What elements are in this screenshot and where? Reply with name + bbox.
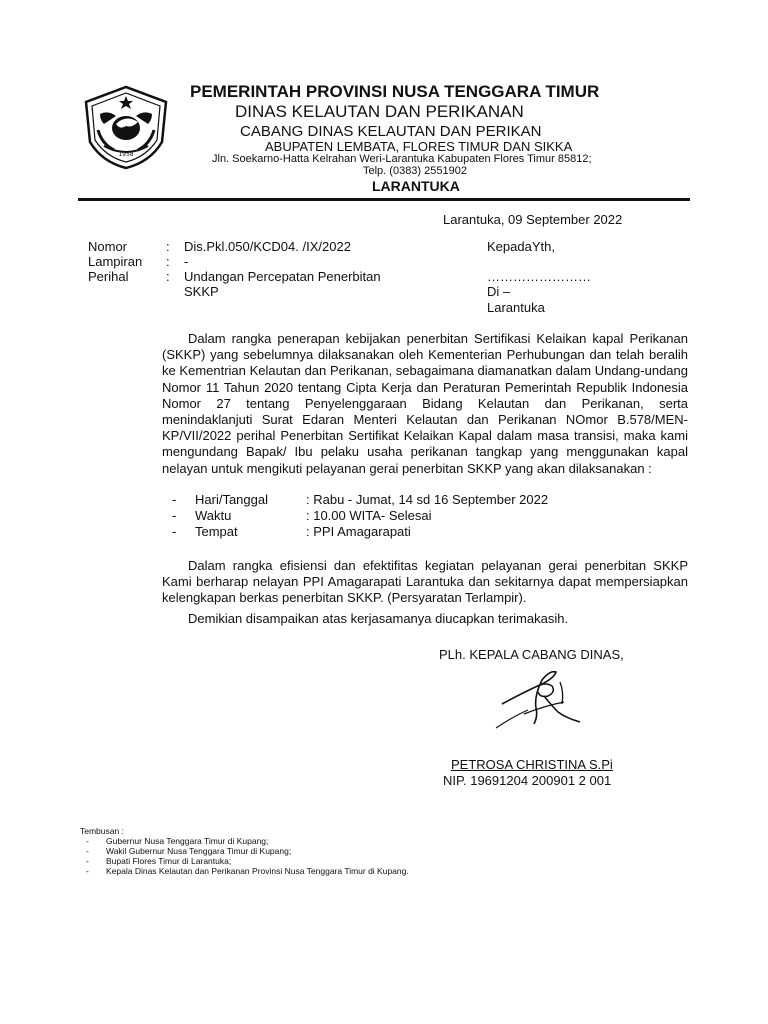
- tembusan-bullet: -: [86, 836, 89, 846]
- handwritten-signature: [494, 662, 604, 732]
- addressee-place: Larantuka: [487, 300, 545, 315]
- schedule-value: : PPI Amagarapati: [306, 524, 411, 539]
- letterhead-city: LARANTUKA: [372, 178, 460, 194]
- perihal-label: Perihal: [88, 269, 129, 284]
- schedule-label: Tempat: [195, 524, 238, 539]
- signatory-nip: NIP. 19691204 200901 2 001: [443, 773, 612, 788]
- addressee-name: ……………………: [487, 269, 591, 284]
- perihal-value-line2: SKKP: [184, 284, 219, 299]
- letterhead-government: PEMERINTAH PROVINSI NUSA TENGGARA TIMUR: [190, 82, 600, 101]
- letter-date: Larantuka, 09 September 2022: [443, 212, 623, 227]
- schedule-item: [172, 508, 672, 524]
- tembusan-bullet: -: [86, 846, 89, 856]
- tembusan-item: [86, 846, 526, 856]
- letterhead-phone: Telp. (0383) 2551902: [363, 165, 467, 177]
- schedule-value: : 10.00 WITA- Selesai: [306, 508, 432, 523]
- tembusan-item: [86, 856, 526, 866]
- paragraph-2-main: Dalam rangka efisiensi dan efektifitas kegiatan pelayanan gerai penerbitan SKKP Kami berharap nelayan PPI Amagarapati Larantuka dan sekitarnya dapat mempersiapkan kelengkapan berkas penerbitan SKKP. (: [162, 558, 688, 606]
- tembusan-item: [86, 866, 526, 876]
- schedule-item: [172, 524, 672, 540]
- provincial-seal-logo: [80, 84, 172, 170]
- nomor-label: Nomor: [88, 239, 128, 254]
- tembusan-list: [86, 836, 526, 876]
- tembusan-item: [86, 836, 526, 846]
- tembusan-text: Kepala Dinas Kelautan dan Perikanan Provinsi Nusa Tenggara Timur di Kupang.: [106, 866, 409, 876]
- signatory-name: PETROSA CHRISTINA S.Pi: [451, 757, 613, 772]
- schedule-value: : Rabu - Jumat, 14 sd 16 September 2022: [306, 492, 549, 507]
- schedule-bullet: -: [172, 524, 177, 539]
- tembusan-bullet: -: [86, 866, 89, 876]
- body-paragraph-1: Dalam rangka penerapan kebijakan penerbitan Sertifikasi Kelaikan kapal Perikanan (SKKP) yang sebelumnya dilaksanakan oleh Kementerian Perhubungan dan telah beralih ke Kementrian Kelautan dan Perikanan, sebagaimana diamanatkan dalam Undang-undang Nomor 11 Tahun 2020 tentang Cipta Kerja dan Peraturan Pemerintah Republik Indonesia Nomor 27 tentang Penyelenggaraan Bidang Kelautan dan Perikanan, serta menindaklanjuti Surat Edaran Menteri Kelautan dan Perikanan NOmor B.578/MEN-KP/VII/2022 perihal Penerbitan Sertifikat Kelaikan Kapal dalam masa transisi, maka kami mengundang Bapak/ Ibu pelaku usaha perikanan tangkap yang menggunakan kapal nelayan untuk mengikuti pelayanan gerai penerbitan SKKP yang akan dilaksanakan :: [162, 331, 688, 476]
- letterhead-address: Jln. Soekarno-Hatta Kelrahan Weri-Larantuka Kabupaten Flores Timur 85812;: [212, 153, 592, 165]
- nomor-value: Dis.Pkl.050/KCD04. /IX/2022: [184, 239, 351, 254]
- tembusan-text: Wakil Gubernur Nusa Tenggara Timur di Kupang;: [106, 846, 292, 856]
- tembusan-text: Bupati Flores Timur di Larantuka;: [106, 856, 232, 866]
- addressee-to: KepadaYth,: [487, 239, 555, 254]
- letterhead-branch: CABANG DINAS KELAUTAN DAN PERIKAN: [240, 123, 542, 140]
- schedule-bullet: -: [172, 492, 177, 507]
- tembusan-text: Gubernur Nusa Tenggara Timur di Kupang;: [106, 836, 269, 846]
- lampiran-colon: :: [166, 254, 170, 269]
- schedule-item: [172, 492, 672, 508]
- tembusan-bullet: -: [86, 856, 89, 866]
- schedule-label: Waktu: [195, 508, 232, 523]
- letterhead-department: DINAS KELAUTAN DAN PERIKANAN: [235, 102, 524, 121]
- letterhead-region: ABUPATEN LEMBATA, FLORES TIMUR DAN SIKKA: [265, 139, 573, 154]
- letterhead-divider: [78, 198, 690, 201]
- attachment-note: Persyaratan Terlampir: [391, 590, 519, 606]
- perihal-value-line1: Undangan Percepatan Penerbitan: [184, 269, 381, 284]
- lampiran-value: -: [184, 254, 189, 269]
- signatory-title: PLh. KEPALA CABANG DINAS,: [439, 647, 624, 662]
- seal-year: 1958: [118, 151, 134, 158]
- paragraph-2-end: ).: [518, 590, 527, 606]
- nomor-colon: :: [166, 239, 170, 254]
- schedule-list: [172, 492, 672, 540]
- perihal-colon: :: [166, 269, 170, 284]
- schedule-label: Hari/Tanggal: [195, 492, 268, 507]
- addressee-di: Di –: [487, 284, 511, 299]
- lampiran-label: Lampiran: [88, 254, 143, 269]
- closing-sentence: Demikian disampaikan atas kerjasamanya diucapkan terimakasih.: [188, 611, 569, 626]
- schedule-bullet: -: [172, 508, 177, 523]
- body-paragraph-2: [162, 558, 688, 607]
- tembusan-heading: Tembusan :: [80, 826, 124, 836]
